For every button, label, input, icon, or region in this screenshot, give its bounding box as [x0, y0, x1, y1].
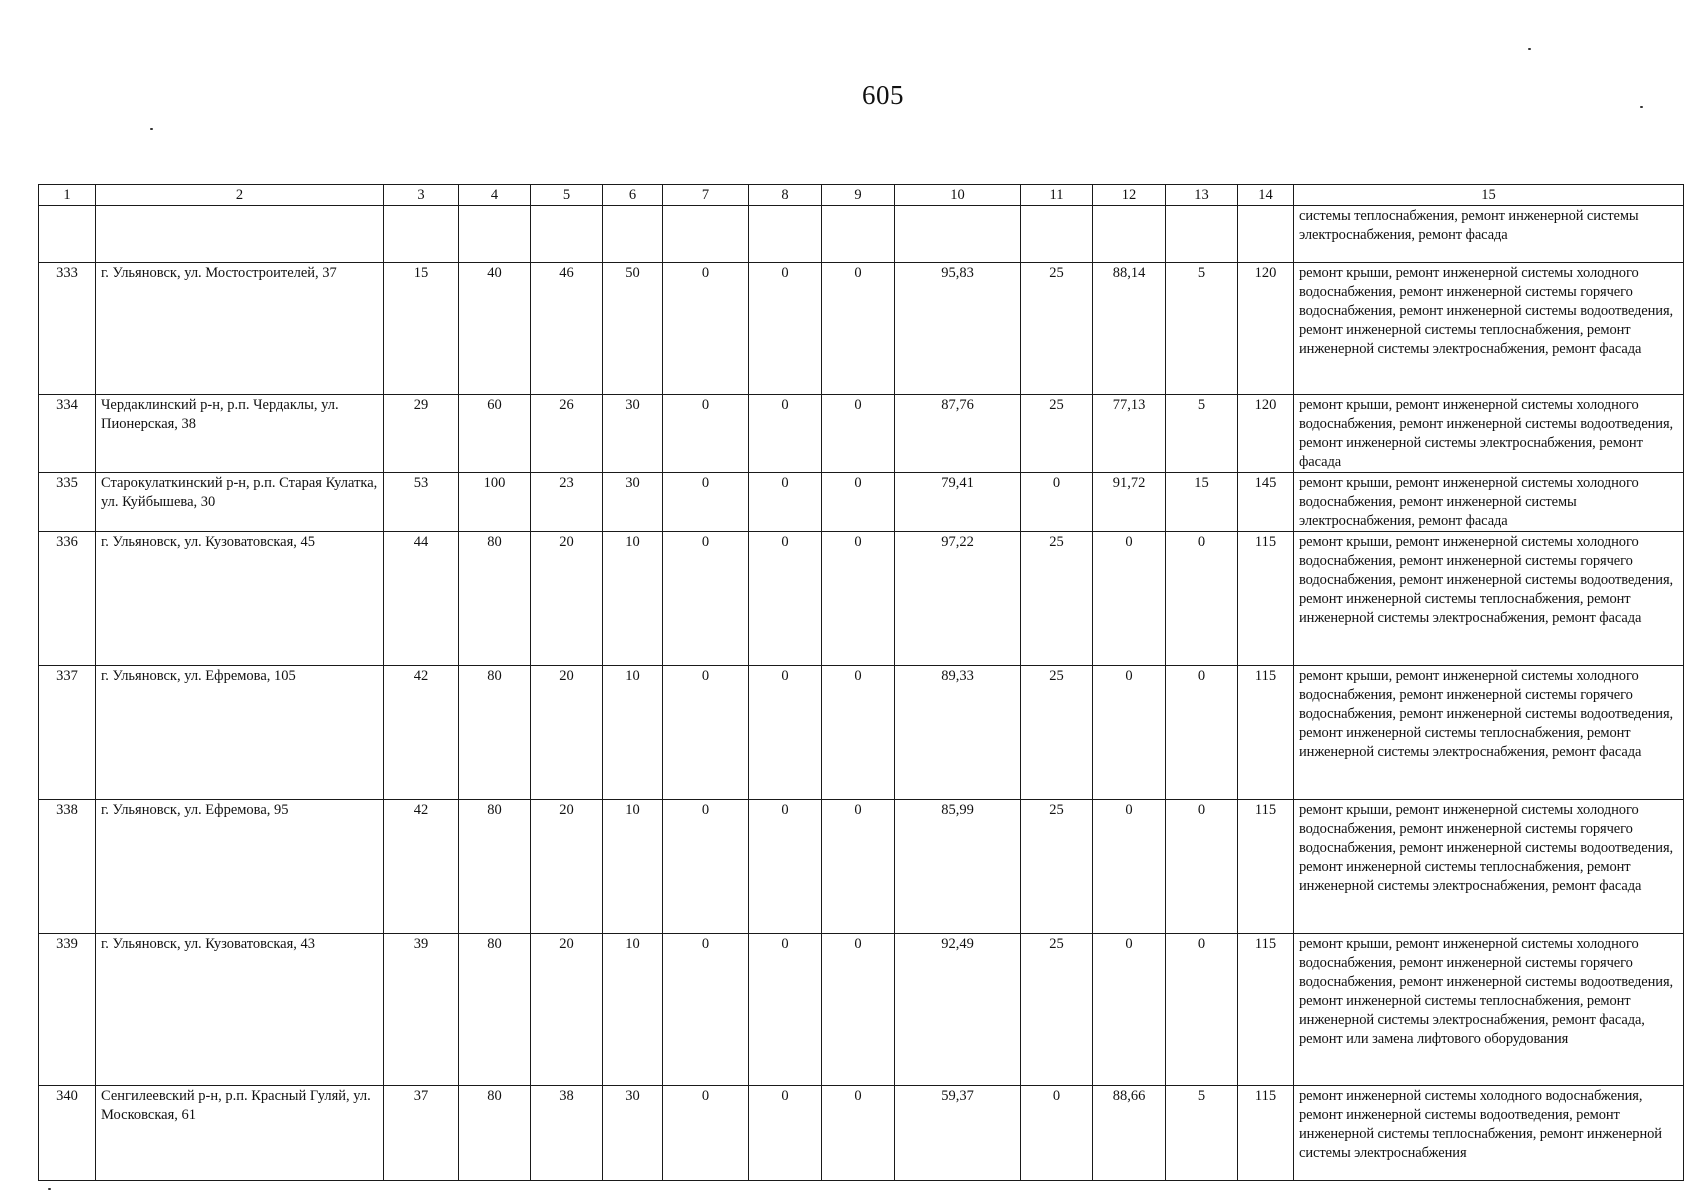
- value-cell: 120: [1238, 263, 1294, 395]
- address-cell: Старокулаткинский р-н, р.п. Старая Кулатка, ул. Куйбышева, 30: [96, 473, 384, 532]
- column-header: 2: [96, 185, 384, 206]
- value-cell: 120: [1238, 395, 1294, 473]
- value-cell: 85,99: [895, 800, 1021, 934]
- value-cell: 42: [384, 666, 459, 800]
- address-cell: г. Ульяновск, ул. Кузоватовская, 45: [96, 532, 384, 666]
- value-cell: 0: [663, 532, 749, 666]
- repair-works-cell: ремонт инженерной системы холодного водоснабжения, ремонт инженерной системы водоотведения, ремонт инженерной системы теплоснабжения, ремонт инженерной системы электроснабжения: [1294, 1086, 1684, 1181]
- value-cell: 20: [531, 666, 603, 800]
- value-cell: 80: [459, 666, 531, 800]
- value-cell: 20: [531, 934, 603, 1086]
- value-cell: 30: [603, 395, 663, 473]
- value-cell: 46: [531, 263, 603, 395]
- column-header: 4: [459, 185, 531, 206]
- table-row: [39, 800, 1684, 934]
- value-cell: 0: [663, 800, 749, 934]
- value-cell: 38: [531, 1086, 603, 1181]
- value-cell: 15: [384, 263, 459, 395]
- repair-works-cell: системы теплоснабжения, ремонт инженерной системы электроснабжения, ремонт фасада: [1294, 206, 1684, 263]
- value-cell: 0: [822, 263, 895, 395]
- row-number: 336: [39, 532, 96, 666]
- row-number: 334: [39, 395, 96, 473]
- value-cell: 60: [459, 395, 531, 473]
- row-number: 340: [39, 1086, 96, 1181]
- value-cell: 115: [1238, 800, 1294, 934]
- value-cell: 0: [749, 473, 822, 532]
- value-cell: 25: [1021, 395, 1093, 473]
- value-cell: 20: [531, 800, 603, 934]
- value-cell: 0: [822, 395, 895, 473]
- value-cell: 0: [822, 473, 895, 532]
- column-header: 7: [663, 185, 749, 206]
- value-cell: 0: [1093, 800, 1166, 934]
- value-cell: 80: [459, 1086, 531, 1181]
- value-cell: 0: [749, 532, 822, 666]
- table-row: [39, 263, 1684, 395]
- value-cell: 0: [749, 1086, 822, 1181]
- value-cell: 25: [1021, 666, 1093, 800]
- value-cell: 115: [1238, 934, 1294, 1086]
- value-cell: 40: [459, 263, 531, 395]
- value-cell: 20: [531, 532, 603, 666]
- value-cell: 37: [384, 1086, 459, 1181]
- value-cell: 15: [1166, 473, 1238, 532]
- column-header: 8: [749, 185, 822, 206]
- value-cell: 115: [1238, 532, 1294, 666]
- scan-speck: [48, 1188, 51, 1190]
- value-cell: 89,33: [895, 666, 1021, 800]
- repair-works-cell: ремонт крыши, ремонт инженерной системы холодного водоснабжения, ремонт инженерной системы горячего водоснабжения, ремонт инженерной системы водоотведения, ремонт инженерной системы теплоснабжения, ремонт инженерной системы электроснабжения, ремонт фасада: [1294, 800, 1684, 934]
- value-cell: 0: [1166, 934, 1238, 1086]
- value-cell: 0: [822, 800, 895, 934]
- repair-program-table: [38, 184, 1684, 1181]
- value-cell: 0: [749, 395, 822, 473]
- repair-works-cell: ремонт крыши, ремонт инженерной системы холодного водоснабжения, ремонт инженерной системы горячего водоснабжения, ремонт инженерной системы водоотведения, ремонт инженерной системы теплоснабжения, ремонт инженерной системы электроснабжения, ремонт фасада: [1294, 666, 1684, 800]
- address-cell: Чердаклинский р-н, р.п. Чердаклы, ул. Пионерская, 38: [96, 395, 384, 473]
- column-header: 14: [1238, 185, 1294, 206]
- column-header: 9: [822, 185, 895, 206]
- column-header: 6: [603, 185, 663, 206]
- column-header: 1: [39, 185, 96, 206]
- value-cell: 0: [663, 263, 749, 395]
- value-cell: 25: [1021, 263, 1093, 395]
- address-cell: г. Ульяновск, ул. Ефремова, 95: [96, 800, 384, 934]
- value-cell: 145: [1238, 473, 1294, 532]
- column-header: 5: [531, 185, 603, 206]
- column-number-row: [39, 185, 1684, 206]
- value-cell: 23: [531, 473, 603, 532]
- repair-works-cell: ремонт крыши, ремонт инженерной системы холодного водоснабжения, ремонт инженерной системы горячего водоснабжения, ремонт инженерной системы водоотведения, ремонт инженерной системы теплоснабжения, ремонт инженерной системы электроснабжения, ремонт фасада, ремонт или замена лифтового оборудования: [1294, 934, 1684, 1086]
- value-cell: 87,76: [895, 395, 1021, 473]
- value-cell: 0: [749, 263, 822, 395]
- value-cell: 0: [663, 473, 749, 532]
- repair-works-cell: ремонт крыши, ремонт инженерной системы холодного водоснабжения, ремонт инженерной системы горячего водоснабжения, ремонт инженерной системы водоотведения, ремонт инженерной системы теплоснабжения, ремонт инженерной системы электроснабжения, ремонт фасада: [1294, 532, 1684, 666]
- table-row: [39, 666, 1684, 800]
- table-row: [39, 473, 1684, 532]
- repair-works-cell: ремонт крыши, ремонт инженерной системы холодного водоснабжения, ремонт инженерной системы водоотведения, ремонт инженерной системы электроснабжения, ремонт фасада: [1294, 395, 1684, 473]
- column-header: 3: [384, 185, 459, 206]
- value-cell: 30: [603, 473, 663, 532]
- scan-speck: [1528, 48, 1531, 50]
- value-cell: 25: [1021, 532, 1093, 666]
- page-number: 605: [862, 80, 904, 110]
- value-cell: 91,72: [1093, 473, 1166, 532]
- value-cell: 5: [1166, 1086, 1238, 1181]
- value-cell: 0: [1166, 532, 1238, 666]
- column-header: 12: [1093, 185, 1166, 206]
- address-cell: г. Ульяновск, ул. Мостостроителей, 37: [96, 263, 384, 395]
- value-cell: 95,83: [895, 263, 1021, 395]
- value-cell: 80: [459, 934, 531, 1086]
- value-cell: 0: [822, 1086, 895, 1181]
- value-cell: 79,41: [895, 473, 1021, 532]
- value-cell: 80: [459, 532, 531, 666]
- value-cell: 97,22: [895, 532, 1021, 666]
- value-cell: 0: [1093, 666, 1166, 800]
- table-row: [39, 532, 1684, 666]
- value-cell: 0: [663, 934, 749, 1086]
- value-cell: 0: [1093, 934, 1166, 1086]
- value-cell: 39: [384, 934, 459, 1086]
- value-cell: 26: [531, 395, 603, 473]
- value-cell: 0: [749, 800, 822, 934]
- value-cell: 25: [1021, 800, 1093, 934]
- repair-works-cell: ремонт крыши, ремонт инженерной системы холодного водоснабжения, ремонт инженерной системы электроснабжения, ремонт фасада: [1294, 473, 1684, 532]
- value-cell: 100: [459, 473, 531, 532]
- value-cell: 0: [663, 666, 749, 800]
- address-cell: г. Ульяновск, ул. Кузоватовская, 43: [96, 934, 384, 1086]
- row-number: 338: [39, 800, 96, 934]
- value-cell: 0: [822, 532, 895, 666]
- value-cell: 10: [603, 934, 663, 1086]
- value-cell: 10: [603, 666, 663, 800]
- value-cell: 0: [822, 934, 895, 1086]
- value-cell: 0: [749, 934, 822, 1086]
- value-cell: 42: [384, 800, 459, 934]
- value-cell: 88,66: [1093, 1086, 1166, 1181]
- value-cell: 10: [603, 532, 663, 666]
- value-cell: 0: [822, 666, 895, 800]
- value-cell: 92,49: [895, 934, 1021, 1086]
- value-cell: 5: [1166, 263, 1238, 395]
- address-cell: г. Ульяновск, ул. Ефремова, 105: [96, 666, 384, 800]
- value-cell: 115: [1238, 666, 1294, 800]
- value-cell: 0: [749, 666, 822, 800]
- value-cell: 53: [384, 473, 459, 532]
- value-cell: 0: [1166, 666, 1238, 800]
- address-cell: Сенгилеевский р-н, р.п. Красный Гуляй, ул. Московская, 61: [96, 1086, 384, 1181]
- row-number: 335: [39, 473, 96, 532]
- scan-speck: [1640, 106, 1643, 108]
- value-cell: 0: [663, 395, 749, 473]
- value-cell: 30: [603, 1086, 663, 1181]
- repair-works-cell: ремонт крыши, ремонт инженерной системы холодного водоснабжения, ремонт инженерной системы горячего водоснабжения, ремонт инженерной системы водоотведения, ремонт инженерной системы теплоснабжения, ремонт инженерной системы электроснабжения, ремонт фасада: [1294, 263, 1684, 395]
- value-cell: 0: [1021, 473, 1093, 532]
- value-cell: 0: [663, 1086, 749, 1181]
- value-cell: 50: [603, 263, 663, 395]
- value-cell: 0: [1021, 1086, 1093, 1181]
- table-row: [39, 934, 1684, 1086]
- row-number: 337: [39, 666, 96, 800]
- row-number: 333: [39, 263, 96, 395]
- value-cell: 59,37: [895, 1086, 1021, 1181]
- value-cell: 0: [1093, 532, 1166, 666]
- value-cell: 5: [1166, 395, 1238, 473]
- table-row: [39, 1086, 1684, 1181]
- column-header: 15: [1294, 185, 1684, 206]
- value-cell: 88,14: [1093, 263, 1166, 395]
- value-cell: 10: [603, 800, 663, 934]
- row-number: 339: [39, 934, 96, 1086]
- value-cell: 0: [1166, 800, 1238, 934]
- value-cell: 29: [384, 395, 459, 473]
- column-header: 11: [1021, 185, 1093, 206]
- table-row: [39, 395, 1684, 473]
- column-header: 10: [895, 185, 1021, 206]
- value-cell: 115: [1238, 1086, 1294, 1181]
- value-cell: 44: [384, 532, 459, 666]
- value-cell: 77,13: [1093, 395, 1166, 473]
- continuation-row: [39, 206, 1684, 263]
- value-cell: 25: [1021, 934, 1093, 1086]
- column-header: 13: [1166, 185, 1238, 206]
- scan-speck: [150, 128, 153, 130]
- value-cell: 80: [459, 800, 531, 934]
